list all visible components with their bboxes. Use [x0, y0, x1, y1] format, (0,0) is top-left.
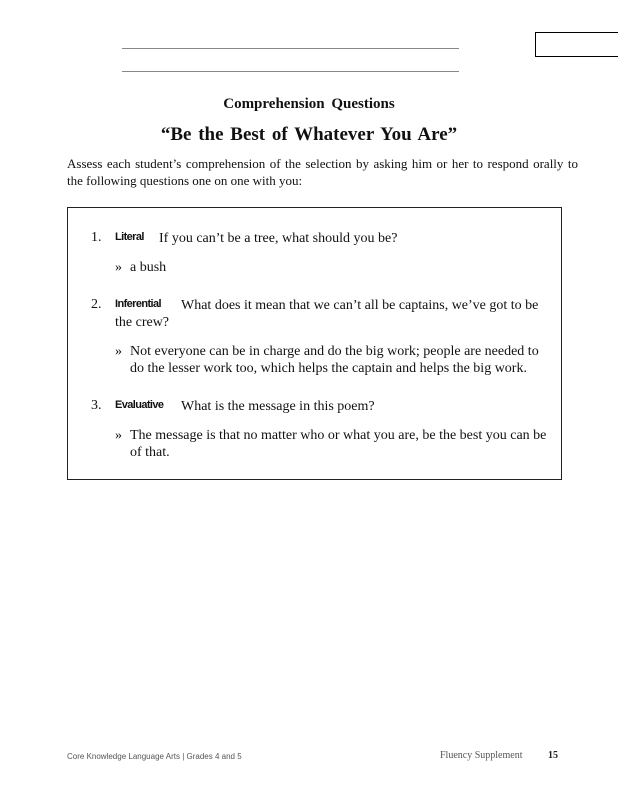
question-text: What is the message in this poem? [181, 399, 375, 414]
answer-bullet: » [115, 260, 122, 275]
footer-section: Fluency Supplement [440, 750, 523, 761]
question-text: If you can’t be a tree, what should you be? [159, 231, 398, 246]
questions-box [67, 207, 562, 480]
page-number: 15 [548, 750, 558, 761]
page-title: “Be the Best of Whatever You Are” [160, 124, 458, 145]
question-text: What does it mean that we can’t all be captains, we’ve got to be the crew? [115, 298, 539, 330]
answer-bullet: » [115, 344, 122, 359]
question-number: 1. [91, 230, 102, 245]
intro-paragraph: Assess each student’s comprehension of the selection by asking him or her to respond orally to the following questions one on one with you: [67, 156, 578, 188]
answer-text: The message is that no matter who or what you are, be the best you can be of that. [130, 428, 547, 460]
date-line [122, 71, 459, 72]
section-heading: Comprehension Questions [223, 96, 395, 112]
question-number: 3. [91, 398, 102, 413]
footer-credit: Core Knowledge Language Arts | Grades 4 and 5 [67, 752, 242, 761]
answer-bullet: » [115, 428, 122, 443]
name-line [122, 48, 459, 49]
score-box [535, 32, 618, 57]
answer-text: a bush [130, 260, 167, 275]
answer-text: Not everyone can be in charge and do the big work; people are needed to do the lesser work too, which helps the captain and helps the big work. [130, 344, 539, 376]
question-number: 2. [91, 297, 102, 312]
question-type: Evaluative [115, 399, 164, 411]
question-type: Inferential [115, 298, 161, 310]
question-type: Literal [115, 231, 144, 243]
